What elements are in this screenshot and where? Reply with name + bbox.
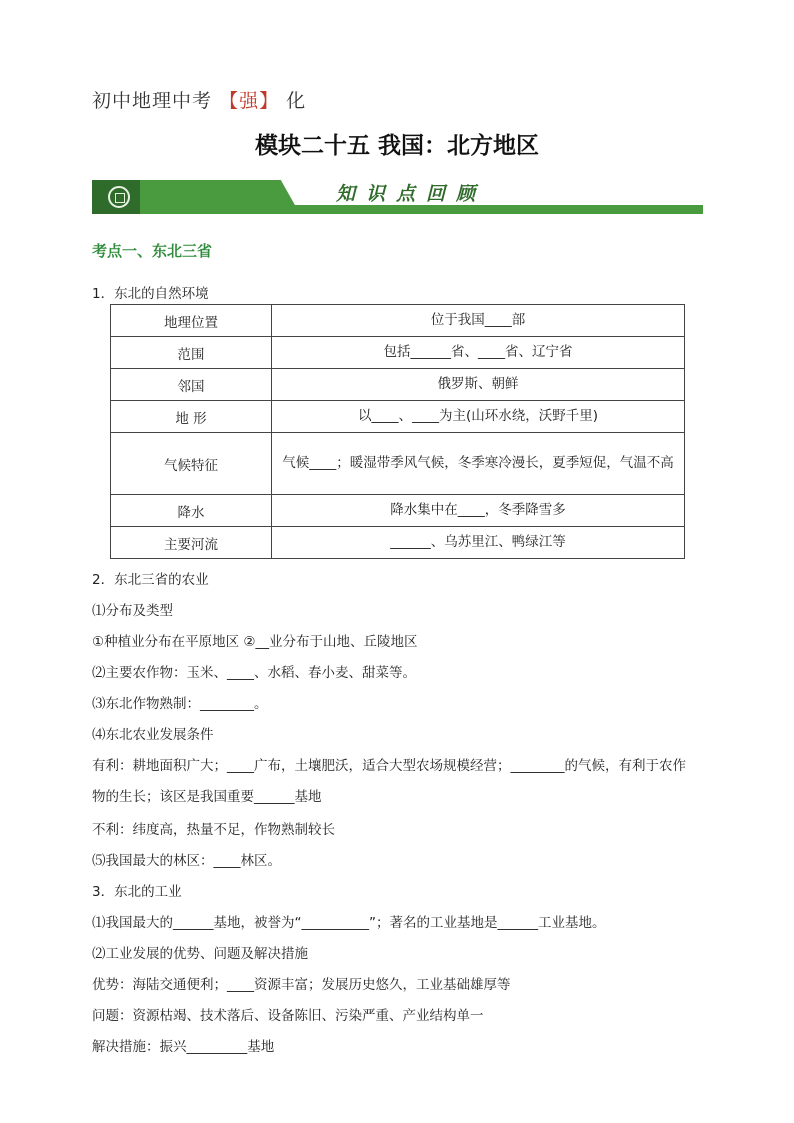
text-line: ⑶东北作物熟制：________。	[92, 696, 268, 712]
header-prefix: 初中地理中考	[92, 90, 213, 112]
banner-label: 知识点回顾	[336, 183, 487, 205]
header-bracket: 【强】	[219, 90, 280, 112]
table-cell-key: 地 形	[111, 401, 272, 433]
table-cell-value: ______、乌苏里江、鸭绿江等	[272, 527, 685, 559]
text-line: ⑴我国最大的______基地，被誉为“__________”；著名的工业基地是______工业基地。	[92, 915, 606, 931]
text-line: ⑵工业发展的优势、问题及解决措施	[92, 946, 308, 962]
text-line: ⑵主要农作物：玉米、____、水稻、春小麦、甜菜等。	[92, 665, 416, 681]
table-row	[111, 369, 685, 401]
table-row	[111, 401, 685, 433]
table-cell-value: 以____、____为主(山环水绕，沃野千里)	[272, 401, 685, 433]
table-row	[111, 495, 685, 527]
table-cell-key: 邻国	[111, 369, 272, 401]
banner-tab	[140, 180, 300, 214]
text-line: 物的生长；该区是我国重要______基地	[92, 789, 322, 805]
table-cell-key: 地理位置	[111, 305, 272, 337]
table-cell-value: 包括______省、____省、辽宁省	[272, 337, 685, 369]
text-line: ⑷东北农业发展条件	[92, 727, 214, 743]
subsection-heading: 1．东北的自然环境	[92, 286, 209, 302]
text-line: 不利：纬度高，热量不足，作物熟制较长	[92, 822, 335, 838]
table-row	[111, 337, 685, 369]
page-title: 模块二十五 我国：北方地区	[254, 133, 539, 159]
text-line: ⑸我国最大的林区：____林区。	[92, 853, 281, 869]
text-line: 有利：耕地面积广大；____广布，土壤肥沃，适合大型农场规模经营；________的气候，有利于农作	[92, 758, 686, 774]
table-cell-key: 气候特征	[111, 433, 272, 495]
table-row	[111, 305, 685, 337]
table-row	[111, 527, 685, 559]
text-line: ⑴分布及类型	[92, 603, 173, 619]
text-line: ①种植业分布在平原地区 ②__业分布于山地、丘陵地区	[92, 634, 418, 650]
table-cell-value: 位于我国____部	[272, 305, 685, 337]
table-cell-value: 俄罗斯、朝鲜	[272, 369, 685, 401]
table-cell-value: 气候____；暖湿带季风气候，冬季寒冷漫长，夏季短促，气温不高	[272, 433, 685, 495]
section-banner	[92, 180, 703, 214]
text-line: 问题：资源枯竭、技术落后、设备陈旧、污染严重、产业结构单一	[92, 1008, 484, 1024]
text-line: 解决措施：振兴_________基地	[92, 1039, 275, 1055]
book-icon	[108, 186, 130, 208]
text-line: 优势：海陆交通便利；____资源丰富；发展历史悠久，工业基础雄厚等	[92, 977, 511, 993]
table-row	[111, 433, 685, 495]
subsection-heading: 2．东北三省的农业	[92, 572, 209, 588]
table-cell-key: 降水	[111, 495, 272, 527]
table-cell-key: 范围	[111, 337, 272, 369]
section-title: 考点一、东北三省	[92, 242, 213, 260]
subsection-heading: 3．东北的工业	[92, 884, 182, 900]
table-cell-key: 主要河流	[111, 527, 272, 559]
header-suffix: 化	[286, 90, 307, 112]
header-line	[92, 86, 306, 113]
table-cell-value: 降水集中在____，冬季降雪多	[272, 495, 685, 527]
environment-table	[110, 304, 685, 559]
